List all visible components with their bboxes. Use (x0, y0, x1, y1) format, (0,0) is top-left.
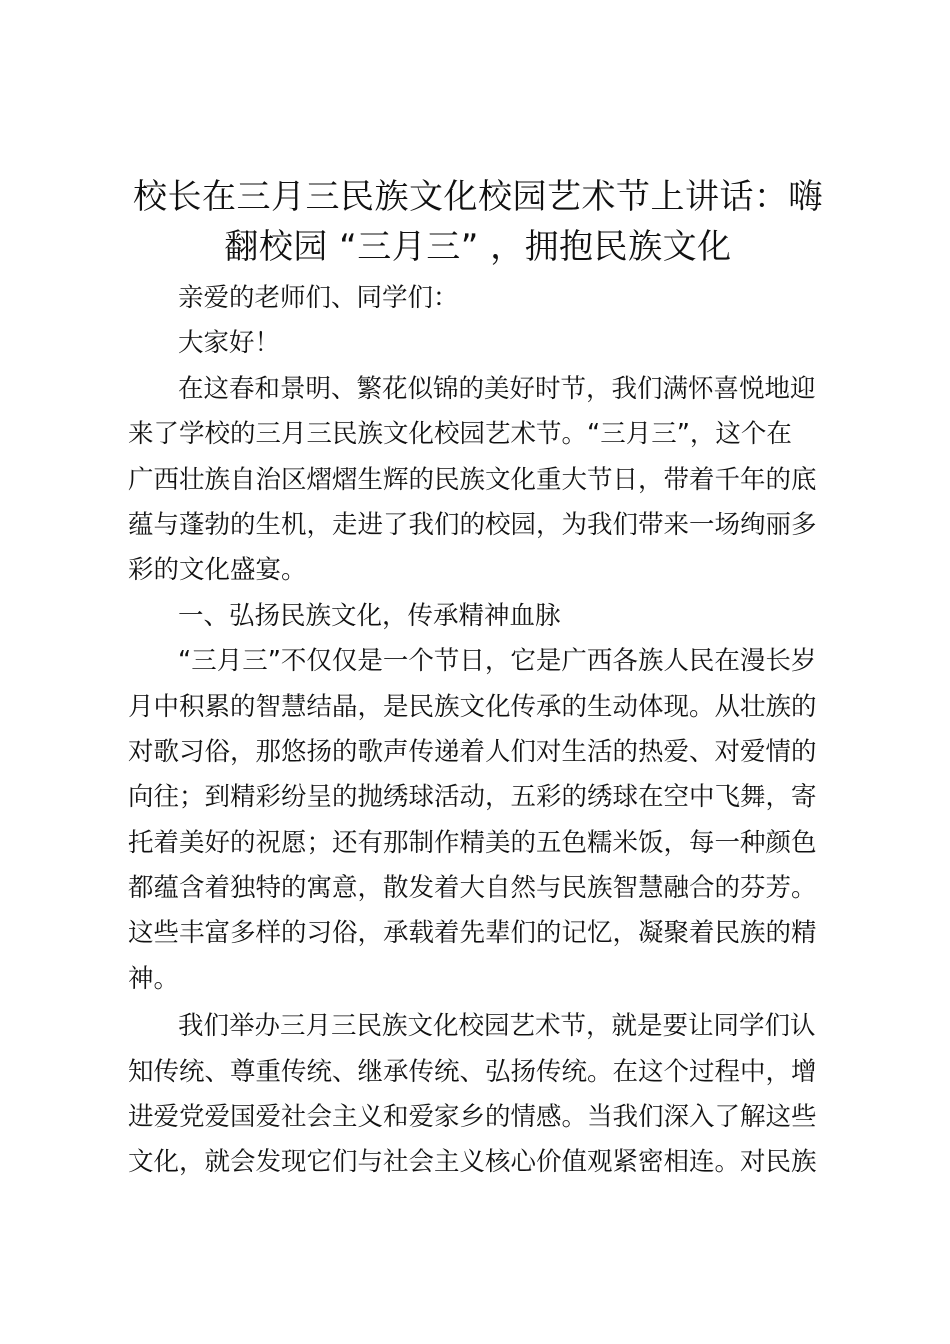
paragraph-line: 知传统、尊重传统、继承传统、弘扬传统。在这个过程中，增 (128, 1056, 817, 1087)
document-title (120, 172, 836, 272)
paragraph-line: 向往；到精彩纷呈的抛绣球活动，五彩的绣球在空中飞舞，寄 (128, 782, 817, 813)
paragraph-line: 进爱党爱国爱社会主义和爱家乡的情感。当我们深入了解这些 (128, 1102, 817, 1133)
paragraph-line: 我们举办三月三民族文化校园艺术节，就是要让同学们认 (178, 1011, 816, 1042)
paragraph-line: 都蕴含着独特的寓意，散发着大自然与民族智慧融合的芬芳。 (128, 873, 817, 904)
paragraph-line: 来了学校的三月三民族文化校园艺术节。“三月三”，这个在 (128, 419, 792, 450)
paragraph-line: “三月三”不仅仅是一个节日，它是广西各族人民在漫长岁 (178, 646, 817, 677)
paragraph-line: 文化，就会发现它们与社会主义核心价值观紧密相连。对民族 (128, 1147, 817, 1178)
paragraph-line: 彩的文化盛宴。 (128, 555, 307, 586)
salutation: 亲爱的老师们、同学们： (178, 283, 459, 313)
paragraph-line: 月中积累的智慧结晶，是民族文化传承的生动体现。从壮族的 (128, 691, 817, 722)
paragraph-line: 蕴与蓬勃的生机，走进了我们的校园，为我们带来一场绚丽多 (128, 509, 817, 540)
greeting: 大家好！ (178, 328, 281, 359)
paragraph-line: 托着美好的祝愿；还有那制作精美的五色糯米饭，每一种颜色 (128, 827, 817, 858)
paragraph-line: 对歌习俗，那悠扬的歌声传递着人们对生活的热爱、对爱情的 (128, 736, 817, 767)
paragraph-line: 神。 (128, 963, 180, 994)
title-line-1: 校长在三月三民族文化校园艺术节上讲话：嗨 (133, 177, 823, 217)
section-heading: 一、弘扬民族文化，传承精神血脉 (178, 600, 561, 631)
paragraph-line: 这些丰富多样的习俗，承载着先辈们的记忆，凝聚着民族的精 (128, 918, 817, 949)
paragraph-line: 广西壮族自治区熠熠生辉的民族文化重大节日，带着千年的底 (128, 464, 817, 495)
paragraph-line: 在这春和景明、繁花似锦的美好时节，我们满怀喜悦地迎 (178, 373, 816, 404)
document-body (128, 276, 832, 1186)
title-line-2: 翻校园 “三月三” ，拥抱民族文化 (224, 227, 732, 267)
